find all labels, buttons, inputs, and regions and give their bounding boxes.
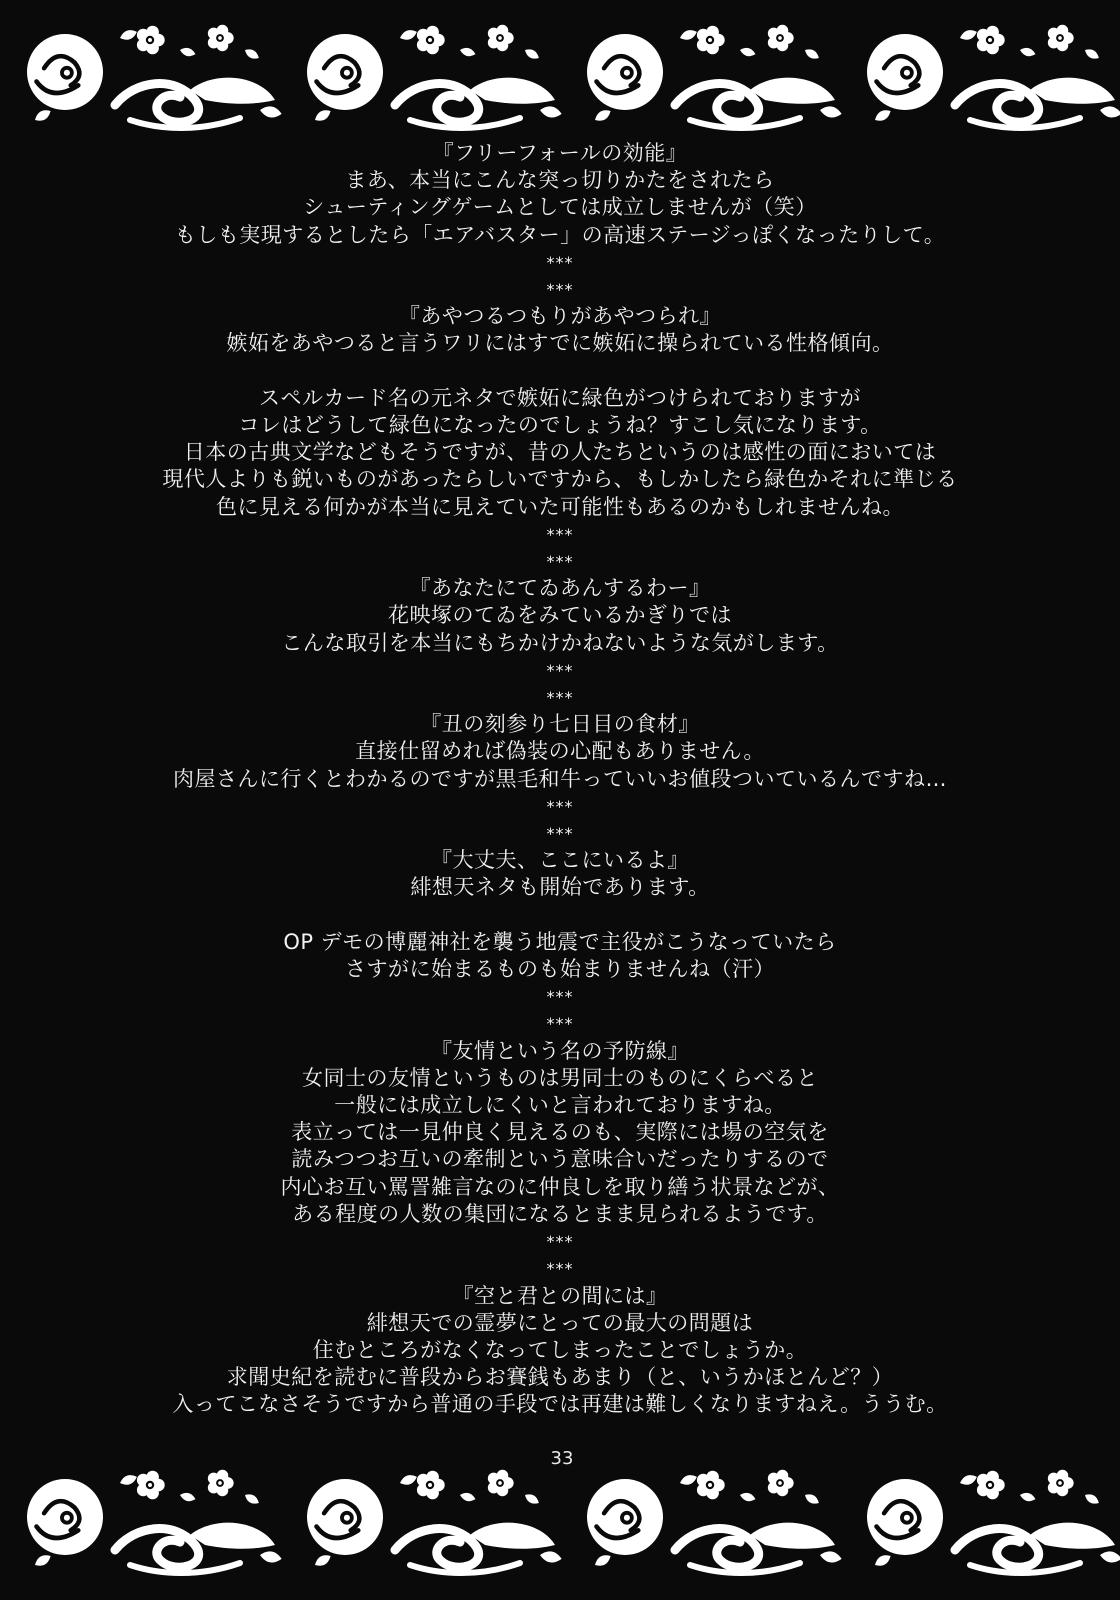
body-line: 緋想天ネタも開始であります。	[410, 875, 710, 900]
rose-border-ornament	[0, 10, 1120, 140]
body-line: 直接仕留めれば偽装の心配もありません。	[355, 739, 765, 764]
body-line: 求聞史紀を読むに普段からお賽銭もあまり（と、いうかほとんど？）	[226, 1365, 894, 1390]
body-line: 女同士の友情というものは男同士のものにくらべると	[302, 1065, 818, 1090]
section-title: 『友情という名の予防線』	[431, 1038, 689, 1063]
body-line: 入ってこなさそうですから普通の手段では再建は難しくなりますねえ。ううむ。	[172, 1392, 948, 1417]
rose-ornament	[587, 1470, 843, 1573]
body-line: 住むところがなくなってしまったことでしょうか。	[312, 1337, 808, 1362]
section-separator: ***	[546, 660, 574, 680]
body-line: 色に見える何かが本当に見えていた可能性もあるのかもしれませんね。	[216, 494, 904, 519]
rose-ornament	[307, 25, 563, 128]
body-line: 肉屋さんに行くとわかるのですが黒毛和牛っていいお値段ついているんですね…	[173, 766, 947, 791]
body-line: 現代人よりも鋭いものがあったらしいですから、もしかしたら緑色かそれに準じる	[162, 467, 958, 492]
body-line: コレはどうして緑色になったのでしょうね？すこし気になります。	[238, 413, 882, 438]
section-separator: ***	[546, 280, 574, 300]
rose-ornament	[867, 1470, 1120, 1573]
rose-ornament	[587, 25, 843, 128]
section-separator: ***	[546, 1232, 574, 1252]
body-line: 緋想天での霊夢にとっての最大の問題は	[366, 1310, 754, 1335]
rose-ornament	[307, 1470, 563, 1573]
section-separator: ***	[546, 524, 574, 544]
body-line: 嫉妬をあやつると言うワリにはすでに嫉妬に操られている性格傾向。	[226, 331, 894, 356]
body-line: もしも実現するとしたら「エアバスター」の高速ステージっぽくなったりして。	[174, 222, 946, 247]
body-line: 花映塚のてゐをみているかぎりでは	[388, 603, 732, 628]
paragraph-gap	[40, 358, 1080, 385]
section-separator: ***	[546, 796, 574, 816]
section-separator: ***	[546, 1259, 574, 1279]
body-line: まあ、本当にこんな突っ切りかたをされたら	[345, 168, 775, 193]
section-separator: ***	[546, 987, 574, 1007]
section-title: 『空と君との間には』	[452, 1283, 668, 1308]
section-separator: ***	[546, 824, 574, 844]
body-line: ある程度の人数の集団になるとまま見られるようです。	[292, 1201, 828, 1226]
body-line: スペルカード名の元ネタで嫉妬に緑色がつけられておりますが	[259, 385, 861, 410]
body-line: 読みつつお互いの牽制という意味合いだったりするので	[291, 1147, 829, 1172]
body-line: 日本の古典文学などもそうですが、昔の人たちというのは感性の面においては	[183, 440, 937, 465]
afterword-text	[40, 140, 1080, 1419]
section-title: 『あやつるつもりがあやつられ』	[398, 304, 722, 329]
body-line: 一般には成立しにくいと言われておりますね。	[334, 1093, 786, 1118]
rose-ornament	[867, 25, 1120, 128]
rose-ornament	[27, 1470, 283, 1573]
body-line: こんな取引を本当にもちかけかねないような気がします。	[281, 630, 839, 655]
section-title: 『丑の刻参り七日目の食材』	[420, 712, 700, 737]
section-separator: ***	[546, 1014, 574, 1034]
rose-ornament	[27, 25, 283, 128]
page-number: 33	[550, 1448, 574, 1469]
bottom-rose-border	[0, 1455, 1120, 1585]
rose-border-ornament	[0, 1455, 1120, 1585]
top-rose-border	[0, 10, 1120, 140]
section-separator: ***	[546, 688, 574, 708]
section-separator: ***	[546, 252, 574, 272]
body-line: さすがに始まるものも始まりませんね（汗）	[345, 957, 775, 982]
body-line: 表立っては一見仲良く見えるのも、実際には場の空気を	[291, 1120, 829, 1145]
body-line: OP デモの博麗神社を襲う地震で主役がこうなっていたら	[283, 929, 837, 954]
section-title: 『あなたにてゐあんするわー』	[409, 576, 711, 601]
body-line: 内心お互い罵詈雑言なのに仲良しを取り繕う状景などが、	[280, 1174, 840, 1199]
section-title: 『大丈夫、ここにいるよ』	[431, 848, 689, 873]
section-separator: ***	[546, 552, 574, 572]
paragraph-gap	[40, 902, 1080, 929]
section-title: 『フリーフォールの効能』	[432, 141, 688, 165]
body-line: シューティングゲームとしては成立しませんが（笑）	[303, 195, 817, 220]
